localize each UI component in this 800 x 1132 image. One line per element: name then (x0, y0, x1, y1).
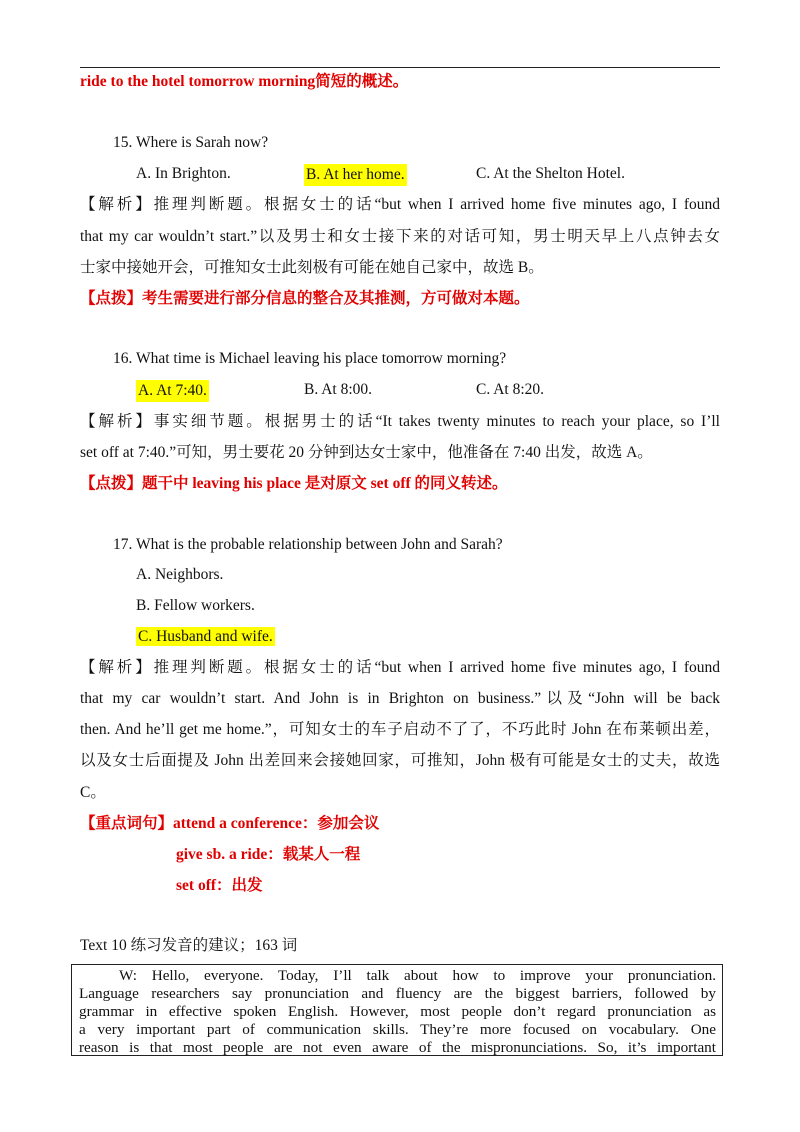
q15-option-b: B. At her home. (304, 164, 407, 186)
q17-analysis-line-1: 【解析】推理判断题。根据女士的话“but when I arrived home five minutes ago, I found (80, 659, 720, 676)
q16-option-a: A. At 7:40. (136, 380, 209, 402)
q16-question: 16. What time is Michael leaving his place tomorrow morning? (113, 350, 507, 367)
q17-option-c-text: C. Husband and wife. (138, 628, 273, 645)
header-line-en: ride to the hotel tomorrow morning (80, 73, 316, 90)
q17-option-b: B. Fellow workers. (136, 597, 255, 614)
q17-analysis-line-5: C。 (80, 784, 106, 801)
q16-analysis-line-2: set off at 7:40.”可知，男士要花 20 分钟到达女士家中，他准备在 7:40 出发，故选 A。 (80, 444, 653, 461)
q17-option-c (136, 627, 275, 647)
keywords-line-1 (80, 814, 720, 834)
q15-option-c: C. At the Shelton Hotel. (476, 165, 625, 182)
transcript-line-1: W: Hello, everyone. Today, I’ll talk about how to improve your pronunciation. (119, 967, 716, 984)
text10-heading: Text 10 练习发音的建议；163 词 (80, 937, 298, 954)
header-line-cn: 简短的概述。 (315, 73, 409, 90)
keywords-label: 【重点词句】 (80, 815, 174, 832)
q17-option-a: A. Neighbors. (136, 566, 224, 583)
q17-analysis-line-4: 以及女士后面提及 John 出差回来会接她回家，可推知，John 极有可能是女士的丈夫，故选 (80, 752, 720, 769)
q15-option-a: A. In Brighton. (136, 165, 231, 182)
transcript-line-3: grammar in effective spoken English. However, most people don’t regard pronunciation as (79, 1003, 716, 1020)
q15-tip: 【点拨】考生需要进行部分信息的整合及其推测，方可做对本题。 (80, 290, 530, 307)
header-rule (80, 67, 720, 68)
q16-analysis-line-1: 【解析】事实细节题。根据男士的话“It takes twenty minutes to reach your place, so I’ll (80, 413, 720, 430)
keyword-item-3: set off：出发 (176, 877, 263, 894)
q15-analysis-line-2: that my car wouldn’t start.”以及男士和女士接下来的对话可知，男士明天早上八点钟去女 (80, 228, 720, 245)
transcript-line-5: reason is that most people are not even aware of the mispronunciations. So, it’s important (79, 1039, 716, 1056)
q17-question: 17. What is the probable relationship between John and Sarah? (113, 536, 503, 553)
q17-analysis-line-3: then. And he’ll get me home.”，可知女士的车子启动不了了，不巧此时 John 在布莱顿出差， (80, 721, 720, 738)
q16-tip: 【点拨】题干中 leaving his place 是对原文 set off 的同义转述。 (80, 475, 508, 492)
transcript-line-2: Language researchers say pronunciation and fluency are the biggest barriers, followed by (79, 985, 716, 1002)
keyword-item-1: attend a conference：参加会议 (173, 815, 380, 832)
header-line (80, 72, 720, 92)
q15-analysis-line-3: 士家中接她开会，可推知女士此刻极有可能在她自己家中，故选 B。 (80, 259, 544, 276)
q17-analysis-line-2: that my car wouldn’t start. And John is in Brighton on business.”以及“John will be back (80, 690, 720, 707)
q15-analysis-line-1: 【解析】推理判断题。根据女士的话“but when I arrived home five minutes ago, I found (80, 196, 720, 213)
transcript-box (71, 964, 723, 1056)
q16-option-b: B. At 8:00. (304, 381, 373, 398)
keyword-item-2: give sb. a ride：载某人一程 (176, 846, 361, 863)
transcript-line-4: a very important part of communication skills. They’re more focused on vocabulary. One (79, 1021, 716, 1038)
q16-option-c: C. At 8:20. (476, 381, 545, 398)
q15-question: 15. Where is Sarah now? (113, 134, 269, 151)
